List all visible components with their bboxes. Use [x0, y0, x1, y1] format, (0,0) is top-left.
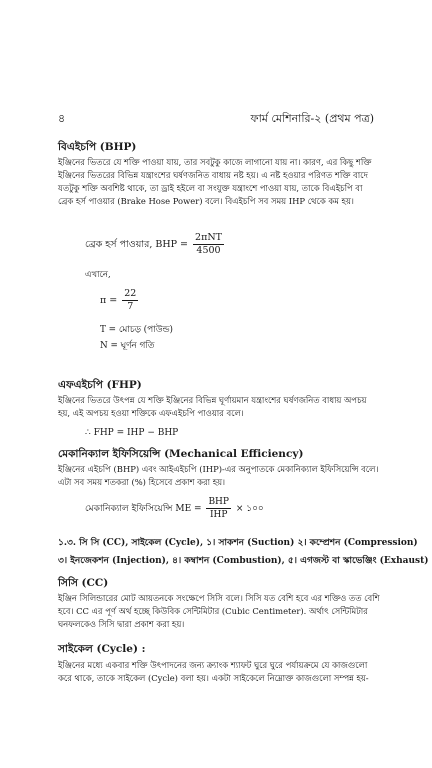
fhp-formula: ∴ FHP = IHP − BHP — [85, 428, 179, 438]
cycle-heading: সাইকেল (Cycle) : — [58, 643, 146, 655]
pi-fraction — [122, 288, 138, 313]
pi-numerator: 22 — [124, 288, 137, 299]
pi-definition — [100, 288, 140, 313]
me-formula — [85, 496, 264, 521]
pi-label: π = — [100, 295, 118, 306]
bhp-paragraph: ইঞ্জিনের ভিতরে যে শক্তি পাওয়া যায়, তার সবটুকু কাজে লাগানো যায় না। কারণ, এর কিছু শক্তি ইঞ্জিনের ভিতরের বিভিন্ন যন্ত্রাংশের ঘর্ষণজনিত বাধায় নষ্ট হয়। এ নষ্ট হওয়ার পরিণত শক্তি বাদে যতটুকু শক্তি অবশিষ্ট থাকে, তা ড্রাই হইলে বা সংযুক্ত যন্ত্রাংশে পাওয়া যায়, তাকে বিএইচপি বা ব্রেক হর্স পাওয়ার (Brake Hose Power) বলে। বিএইচপি সব সময় IHP থেকে কম হয়। — [58, 157, 372, 206]
cycle-list-line-1: ১.৩. সি সি (CC), সাইকেল (Cycle), ১। সাকশন (Suction) ২। কম্প্রেশন (Compression) — [58, 538, 418, 548]
rpm-definition: N = ঘূর্ণন গতি — [100, 341, 155, 351]
bhp-formula-label: ব্রেক হর্স পাওয়ার, BHP = — [85, 239, 189, 250]
cc-paragraph: ইঞ্জিন সিলিন্ডারের মোট আয়তনকে সংক্ষেপে সিসি বলে। সিসি যত বেশি হবে এর শক্তিও তত বেশি হবে। CC এর পূর্ণ অর্থ হচ্ছে কিউবিক সেন্টিমিটার (Cubic Centimeter). অর্থাৎ সেন্টিমিটার ঘনফলকেও সিসি দ্বারা প্রকাশ করা হয়। — [58, 593, 380, 629]
fhp-heading: এফএইচপি (FHP) — [58, 379, 142, 391]
me-numerator: BHP — [208, 497, 229, 507]
torque-definition: T = মোচড় (পাউন্ড) — [100, 325, 173, 335]
running-header: ফার্ম মেশিনারি-২ (প্রথম পত্র) — [250, 112, 374, 125]
me-formula-multiplier: × ১০০ — [235, 504, 264, 514]
bhp-fraction — [193, 232, 224, 257]
cc-heading: সিসি (CC) — [58, 577, 109, 589]
me-fraction — [206, 496, 231, 521]
bhp-numerator: 2πNT — [195, 232, 222, 243]
page-number: ৪ — [58, 112, 66, 125]
cycle-paragraph: ইঞ্জিনের মধ্যে একবার শক্তি উৎপাদনের জন্য ক্র্যাংক শ্যাফট ঘুরে ঘুরে পর্যায়ক্রমে যে কাজগুলো করে থাকে, তাকে সাইকেল (Cycle) বলা হয়। একটা সাইকেলে নিম্নোক্ত কাজগুলো সম্পন্ন হয়- — [58, 660, 369, 683]
me-heading: মেকানিক্যাল ইফিসিয়েন্সি (Mechanical Efficiency) — [58, 448, 304, 460]
pi-denominator: 7 — [127, 301, 134, 312]
bhp-formula — [85, 232, 226, 257]
bhp-denominator: 4500 — [196, 245, 221, 256]
me-denominator: IHP — [209, 510, 228, 520]
cycle-list-line-2: ৩। ইনজেকশন (Injection), ৪। কম্বাশন (Combustion), ৫। এগজস্ট বা স্কাভেঞ্জিং (Exhaust) — [58, 556, 429, 566]
me-formula-label: মেকানিক্যাল ইফিসিয়েন্সি ME = — [85, 504, 202, 514]
bhp-heading: বিএইচপি (BHP) — [58, 141, 137, 153]
where-label: এখানে, — [85, 270, 111, 280]
me-paragraph: ইঞ্জিনের এইচপি (BHP) এবং আইএইচপি (IHP)-এর অনুপাতকে মেকানিক্যাল ইফিসিয়েন্সি বলে। এটা সব সময় শতকরা (%) হিসেবে প্রকাশ করা হয়। — [58, 464, 379, 487]
fhp-paragraph: ইঞ্জিনের ভিতরে উৎপন্ন যে শক্তি ইঞ্জিনের বিভিন্ন ঘূর্ণায়মান যন্ত্রাংশের ঘর্ষণজনিত বাধায় অপচয় হয়, এই অপচয় হওয়া শক্তিকে এফএইচপি পাওয়ার বলে। — [58, 395, 367, 418]
